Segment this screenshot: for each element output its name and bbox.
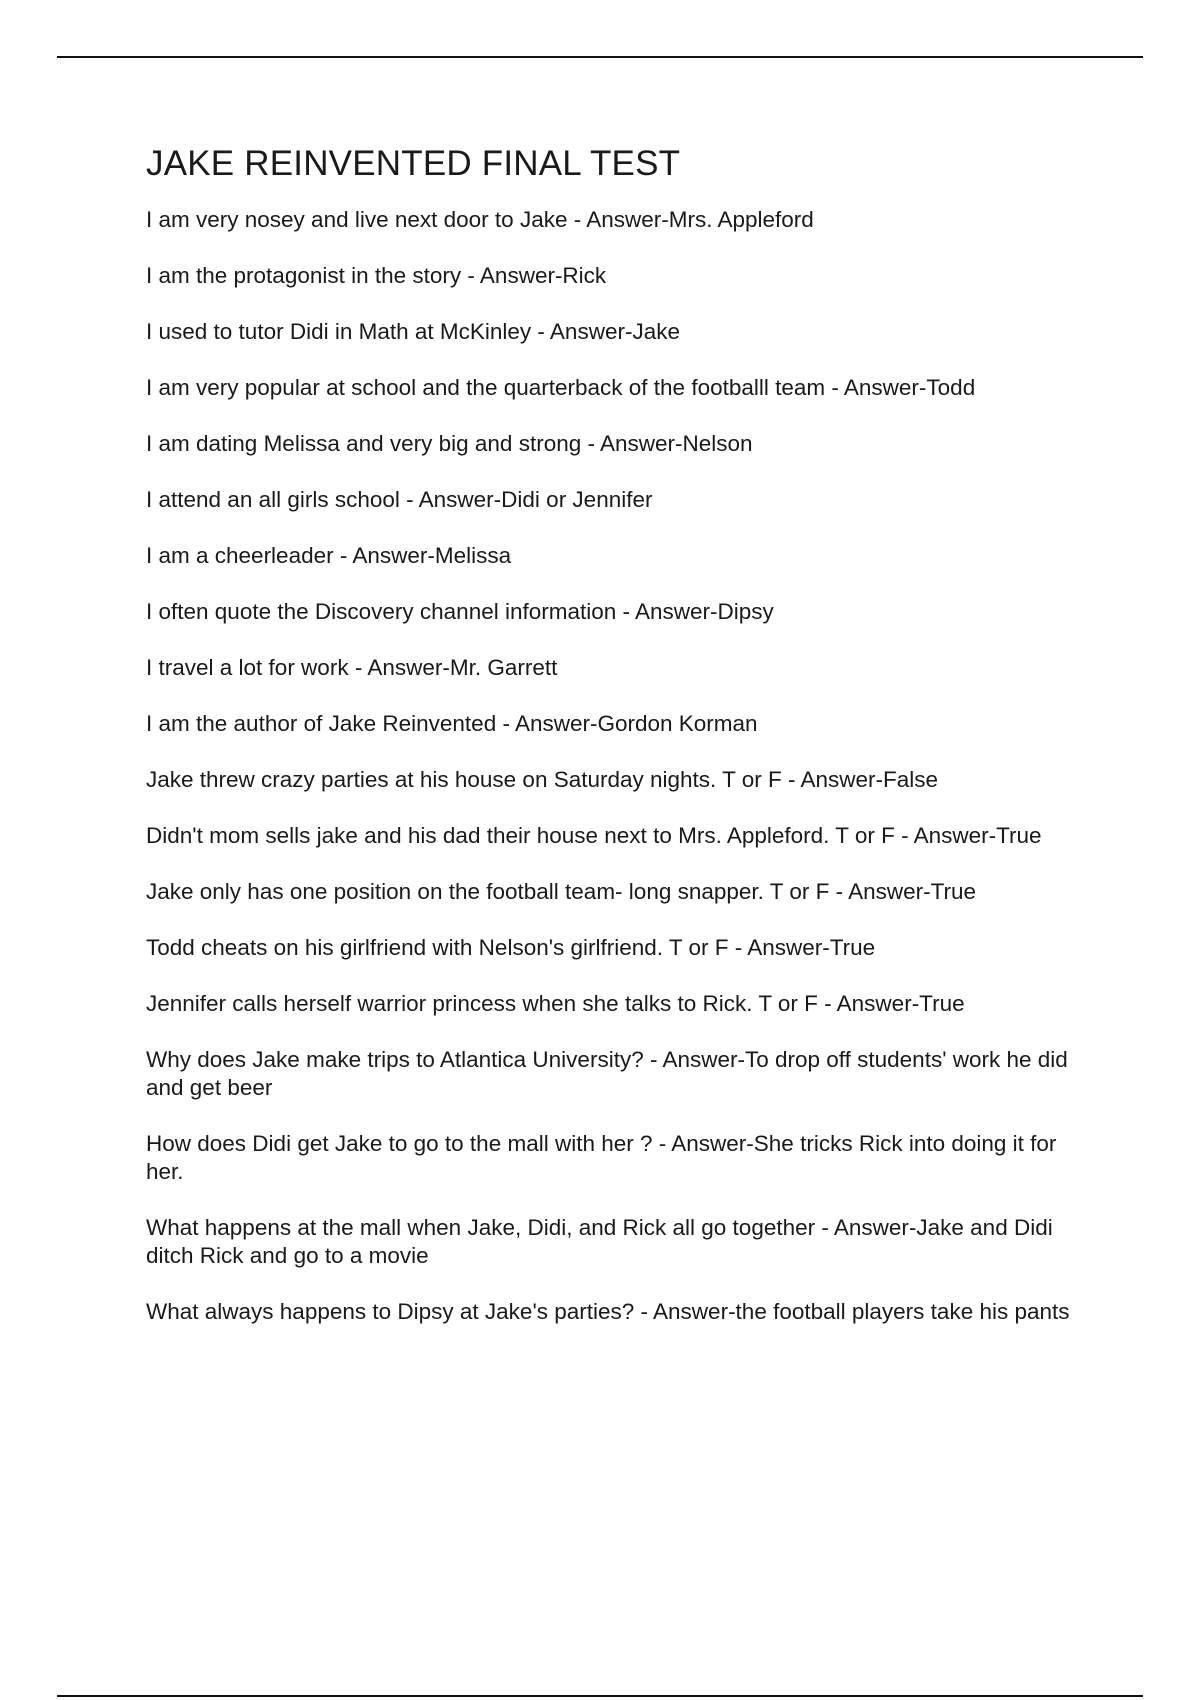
qa-item: Didn't mom sells jake and his dad their house next to Mrs. Appleford. T or F - Answer-True	[146, 823, 1042, 848]
qa-item: What always happens to Dipsy at Jake's parties? - Answer-the football players take his pants	[146, 1299, 1070, 1324]
bottom-rule	[57, 1695, 1143, 1697]
qa-item: Todd cheats on his girlfriend with Nelson's girlfriend. T or F - Answer-True	[146, 935, 876, 960]
qa-list	[146, 206, 1081, 1326]
document-body	[146, 140, 1081, 1354]
top-rule	[57, 56, 1143, 58]
qa-item: Jake threw crazy parties at his house on Saturday nights. T or F - Answer-False	[146, 767, 939, 792]
qa-item: I am the author of Jake Reinvented - Answer-Gordon Korman	[146, 711, 758, 736]
qa-item: I am very popular at school and the quarterback of the footballl team - Answer-Todd	[146, 375, 976, 400]
qa-item: How does Didi get Jake to go to the mall with her ? - Answer-She tricks Rick into doing it for her.	[146, 1131, 1057, 1184]
qa-item: I attend an all girls school - Answer-Didi or Jennifer	[146, 487, 653, 512]
qa-item: I am very nosey and live next door to Jake - Answer-Mrs. Appleford	[146, 207, 814, 232]
qa-item: I am dating Melissa and very big and strong - Answer-Nelson	[146, 431, 753, 456]
qa-item: I used to tutor Didi in Math at McKinley - Answer-Jake	[146, 319, 680, 344]
qa-item: What happens at the mall when Jake, Didi, and Rick all go together - Answer-Jake and Didi ditch Rick and go to a movie	[146, 1215, 1053, 1268]
qa-item: Jake only has one position on the football team- long snapper. T or F - Answer-True	[146, 879, 977, 904]
document-title: JAKE REINVENTED FINAL TEST	[146, 144, 681, 183]
qa-item: I often quote the Discovery channel information - Answer-Dipsy	[146, 599, 774, 624]
qa-item: Jennifer calls herself warrior princess when she talks to Rick. T or F - Answer-True	[146, 991, 965, 1016]
qa-item: I am a cheerleader - Answer-Melissa	[146, 543, 512, 568]
qa-item: I am the protagonist in the story - Answer-Rick	[146, 263, 607, 288]
qa-item: Why does Jake make trips to Atlantica University? - Answer-To drop off students' work he did and get beer	[146, 1047, 1068, 1100]
qa-item: I travel a lot for work - Answer-Mr. Garrett	[146, 655, 558, 680]
